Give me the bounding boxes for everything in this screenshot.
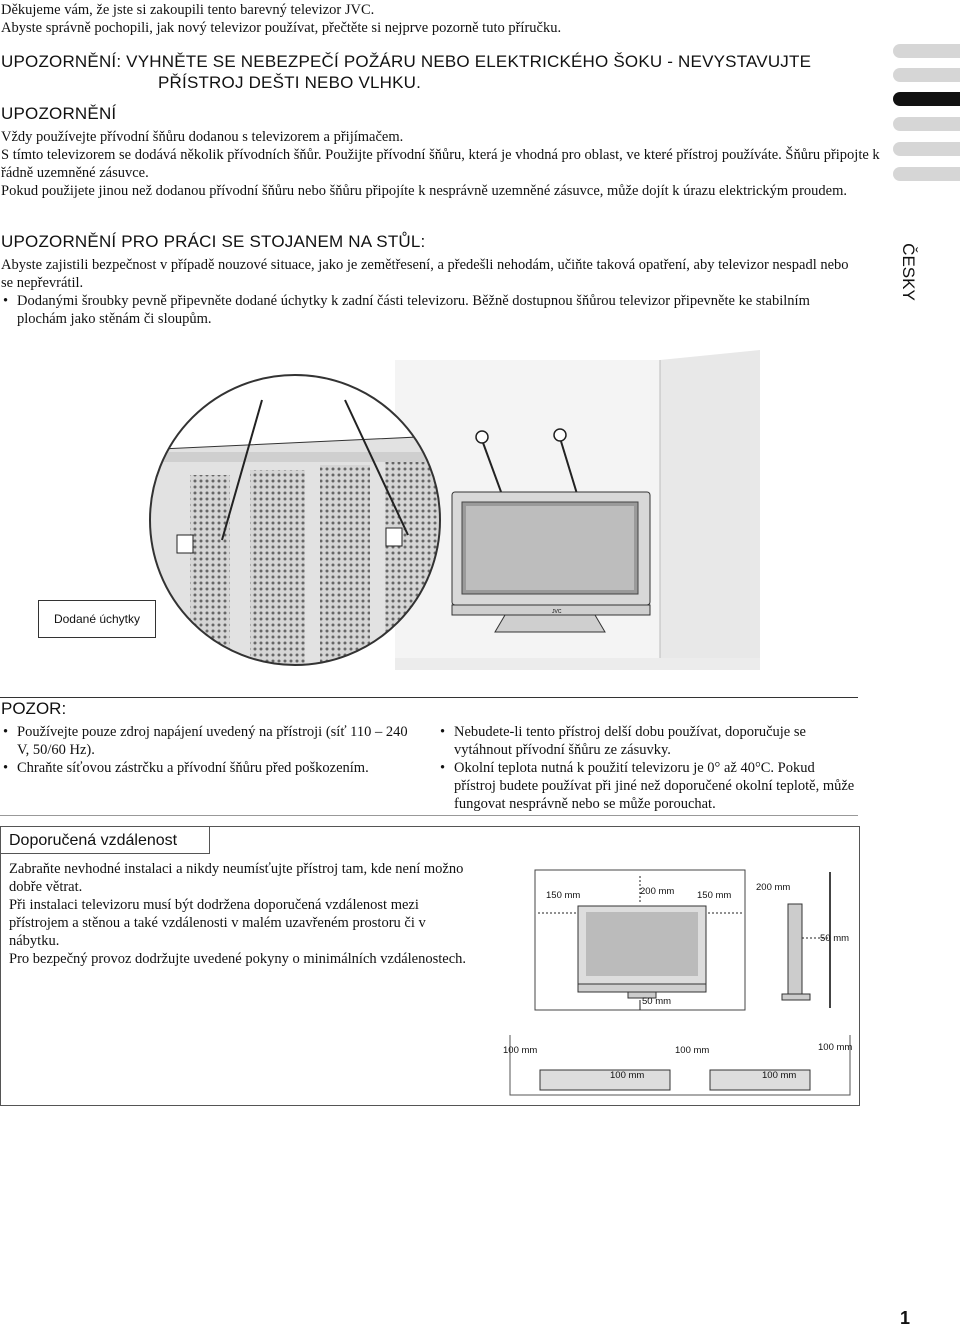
distance-heading: Doporučená vzdálenost [9,832,178,849]
pozor-heading: POZOR: [1,699,67,718]
clearance-side-top: 200 mm [756,882,791,893]
stand-p1: Abyste zajistili bezpečnost v případě nouzové situace, jako je zemětřesení, a předešli nehodám, učiňte taková opatření, aby televizor nespadl nebo se nepřevrátil. [1,257,849,291]
clearance-top-left: 150 mm [546,890,581,901]
pozor-left-item: • Používejte pouze zdroj napájení uvedený na přístroji (síť 110 – 240 V, 50/60 Hz). [1,723,421,759]
brackets-label-box [38,600,156,638]
stand-heading: UPOZORNĚNÍ PRO PRÁCI SE STOJANEM NA STŮL: [1,232,426,251]
cabinet-clearance-diagram [505,1030,855,1100]
clearance-cabinet-inner-left: 100 mm [610,1070,645,1081]
tab-marker [893,167,960,181]
clearance-cabinet-right: 100 mm [818,1042,853,1053]
caution-heading: UPOZORNĚNÍ [1,104,117,123]
pozor-right-item: • Okolní teplota nutná k použití televizoru je 0° až 40°C. Pokud přístroj budete používat při jiné než doporučené okolní teplotě, může fungovat nesprávně nebo se může porouchat. [438,759,858,813]
distance-heading-box [0,826,210,854]
stand-bullet: • Dodanými šroubky pevně připevněte dodané úchytky k zadní části televizoru. Běžně dostupnou šňůrou televizor připevněte ke stabilním plochám jako stěnám či sloupům. [1,292,861,328]
tab-marker-active [893,92,960,106]
caution-p1: Vždy používejte přívodní šňůru dodanou s televizorem a přijímačem. [1,129,404,145]
clearance-cabinet-mid: 100 mm [675,1045,710,1056]
caution-p2: S tímto televizorem se dodává několik přívodních šňůr. Použijte přívodní šňůru, která je vhodná pro oblast, ve které přístroj používáte. Šňůru připojte k řádně uzemněné zásuvce. [1,147,880,181]
tab-marker [893,68,960,82]
clearance-top-right: 150 mm [697,890,732,901]
pozor-right-item: • Nebudete-li tento přístroj delší dobu používat, doporučuje se vytáhnout přívodní šňůru ze zásuvky. [438,723,858,759]
caution-p3: Pokud použijete jinou než dodanou přívodní šňůru nebo šňůru připojíte k nesprávně uzemněné zásuvce, může dojít k úrazu elektrickým proudem. [1,183,848,199]
intro-line-1: Děkujeme vám, že jste si zakoupili tento barevný televizor JVC. [1,2,375,18]
pozor-left-item: • Chraňte síťovou zástrčku a přívodní šňůru před poškozením. [1,759,421,777]
distance-text: Zabraňte nevhodné instalaci a nikdy neumísťujte přístroj tam, kde není možno dobře větrat. Při instalaci televizoru musí být dodržena doporučená vzdálenost mezi přístrojem a stěnou a také vzdálenosti v malém uzavřeném prostoru či v nábytku. Pro bezpečný provoz dodržujte uvedené pokyny o minimálních vzdálenostech. [9,861,467,967]
tab-marker [893,44,960,58]
tab-marker [893,117,960,131]
clearance-cabinet-left: 100 mm [503,1045,538,1056]
pozor-right [438,723,858,813]
intro-line-2: Abyste správně pochopili, jak nový televizor používat, přečtěte si nejprve pozorně tuto příručku. [1,20,562,36]
brackets-label: Dodané úchytky [53,612,141,626]
tab-marker [893,142,960,156]
language-label: ČESKY [899,243,918,301]
pozor-bottom-rule [0,815,858,816]
pozor-top-rule [0,697,858,698]
pozor-left [1,723,421,777]
caution-body [1,128,881,200]
warning-title [1,51,881,93]
clearance-side-right: 50 mm [820,933,850,944]
clearance-cabinet-inner-right: 100 mm [762,1070,797,1081]
warning-title-line-2: PŘÍSTROJ DEŠTI NEBO VLHKU. [158,73,422,92]
intro [1,1,881,37]
clearance-bottom: 50 mm [642,996,672,1007]
warning-title-line-1: UPOZORNĚNÍ: VYHNĚTE SE NEBEZPEČÍ POŽÁRU NEBO ELEKTRICKÉHO ŠOKU - NEVYSTAVUJTE [1,52,812,71]
stand-body [1,256,861,328]
tv-brand-logo: JVC [552,609,562,615]
page-number: 1 [900,1308,911,1328]
clearance-top-mid: 200 mm [640,886,675,897]
